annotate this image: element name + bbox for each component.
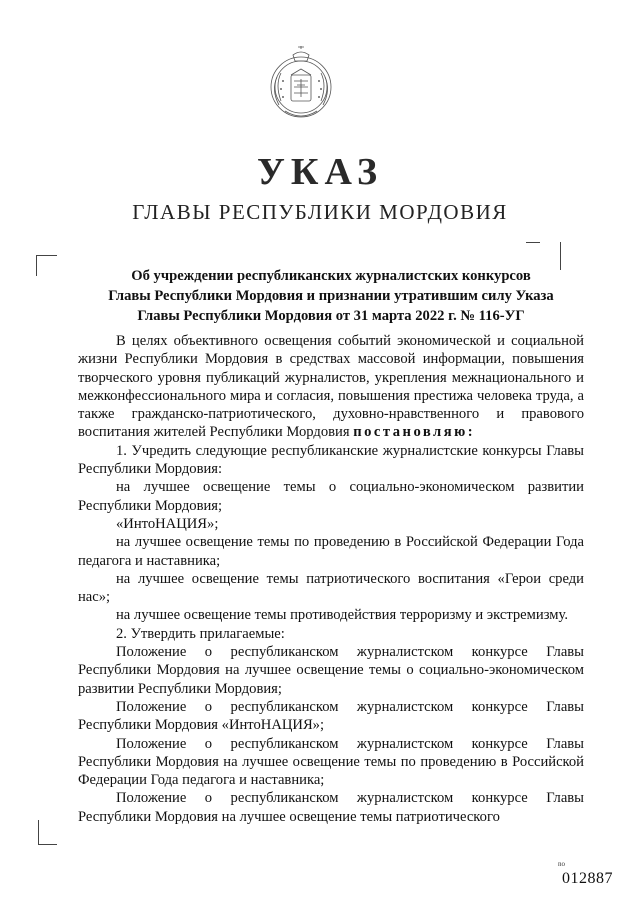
document-title: УКАЗ	[257, 151, 383, 193]
contest-item: «ИнтоНАЦИЯ»;	[116, 515, 219, 532]
regulation-item: Положение о республиканском журналистском конкурсе Главы Республики Мордовия «ИнтоНАЦИЯ»;	[78, 698, 584, 734]
contest-item: на лучшее освещение темы по проведению в Российской Федерации Года педагога и наставника;	[78, 534, 584, 569]
regulation-item: Положение о республиканском журналистском конкурсе Главы Республики Мордовия на лучшее освещение темы по проведению в Российской Федерации Года педагога и наставника;	[78, 735, 584, 789]
margin-mark-top-right-bar	[526, 242, 540, 243]
item-2: 2. Утвердить прилагаемые:	[116, 625, 285, 642]
margin-mark-bottom-left	[38, 820, 57, 845]
contest-item: на лучшее освещение темы патриотического воспитания «Герои среди нас»;	[78, 570, 584, 606]
margin-mark-top-left	[36, 255, 57, 276]
regulation-item: Положение о республиканском журналистском конкурсе Главы Республики Мордовия на лучшее освещение темы о социально-экономическом развитии Республики Мордовия;	[78, 644, 584, 697]
item-1: 1. Учредить следующие республиканские журналистские конкурсы Главы Республики Мордовия:	[78, 442, 584, 478]
contest-item: на лучшее освещение темы противодействия терроризму и экстремизму.	[116, 607, 568, 624]
coat-of-arms-icon	[263, 45, 339, 125]
preamble-paragraph	[78, 332, 584, 442]
heading-line: Главы Республики Мордовия от 31 марта 2022 г. № 116-УГ	[137, 308, 525, 324]
document-heading	[78, 266, 584, 326]
decree-word: постановляю:	[353, 424, 476, 441]
document-body	[78, 332, 584, 826]
heading-line: Главы Республики Мордовия и признании утратившим силу Указа	[108, 288, 554, 304]
contest-item: на лучшее освещение темы о социально-экономическом развитии Республики Мордовия;	[78, 479, 584, 514]
stamp-number: 012887	[562, 870, 613, 887]
preamble-text: В целях объективного освещения событий экономической и социальной жизни Республики Мордовия в средствах массовой информации, повышения творческого уровня публикаций журналистов, укрепления межнационального и межконфессионального мира и согласия, повышения престижа человека труда, а также гражданско-патриотического, духовно-нравственного и правового воспитания жителей Республики Мордовия	[78, 333, 584, 441]
stamp-prefix: no	[558, 860, 565, 868]
heading-line: Об учреждении республиканских журналистских конкурсов	[131, 268, 531, 284]
document-issuer: ГЛАВЫ РЕСПУБЛИКИ МОРДОВИЯ	[132, 200, 508, 224]
regulation-item: Положение о республиканском журналистском конкурсе Главы Республики Мордовия на лучшее освещение темы патриотического	[78, 790, 584, 825]
